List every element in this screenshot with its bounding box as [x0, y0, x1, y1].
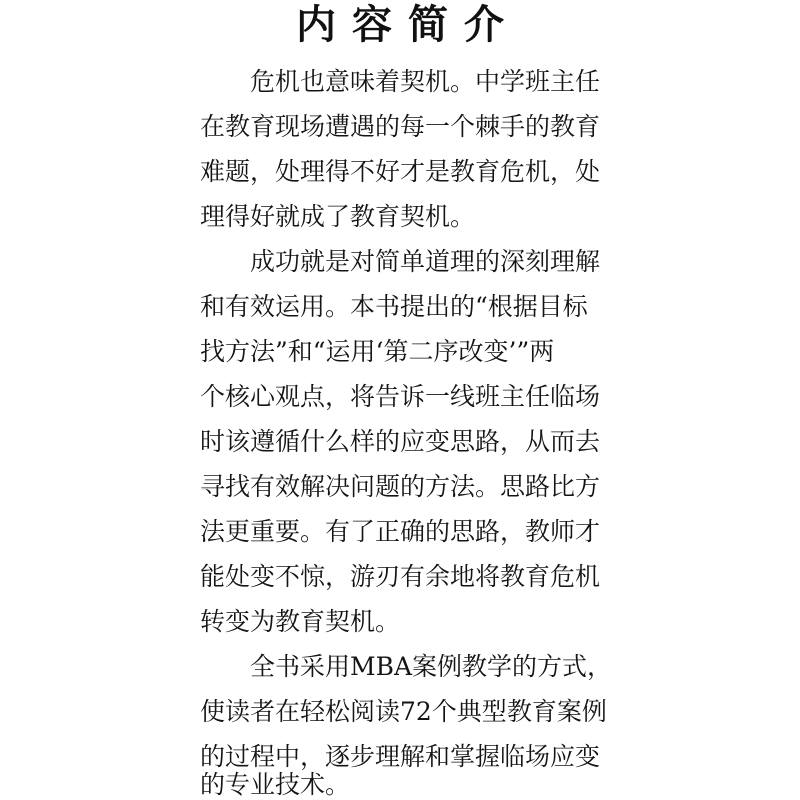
text-line: 的过程中，逐步理解和掌握临场应变 [200, 742, 601, 771]
text-line: 的专业技术。 [200, 770, 351, 799]
text-line: 法更重要。有了正确的思路，教师才 [200, 517, 601, 546]
text-line: 在教育现场遭遇的每一个棘手的教育 [200, 112, 601, 141]
text-line: 时该遵循什么样的应变思路，从而去 [200, 427, 601, 456]
page-title: 内容简介 [296, 2, 520, 48]
text-line: 理得好就成了教育契机。 [200, 202, 476, 231]
text-line: 危机也意味着契机。中学班主任 [250, 67, 601, 96]
text-line: 使读者在轻松阅读72个典型教育案例 [200, 697, 607, 726]
text-line: 和有效运用。本书提出的“根据目标 [200, 292, 588, 321]
text-line: 成功就是对简单道理的深刻理解 [250, 247, 601, 276]
text-line: 能处变不惊，游刃有余地将教育危机 [200, 562, 601, 591]
text-line: 寻找有效解决问题的方法。思路比方 [200, 472, 601, 501]
text-line: 找方法”和“运用‘第二序改变’”两 [200, 337, 555, 366]
text-line: 全书采用MBA案例教学的方式， [250, 652, 613, 681]
text-line: 难题，处理得不好才是教育危机，处 [200, 157, 601, 186]
text-line: 转变为教育契机。 [200, 607, 401, 636]
text-line: 个核心观点，将告诉一线班主任临场 [200, 382, 601, 411]
